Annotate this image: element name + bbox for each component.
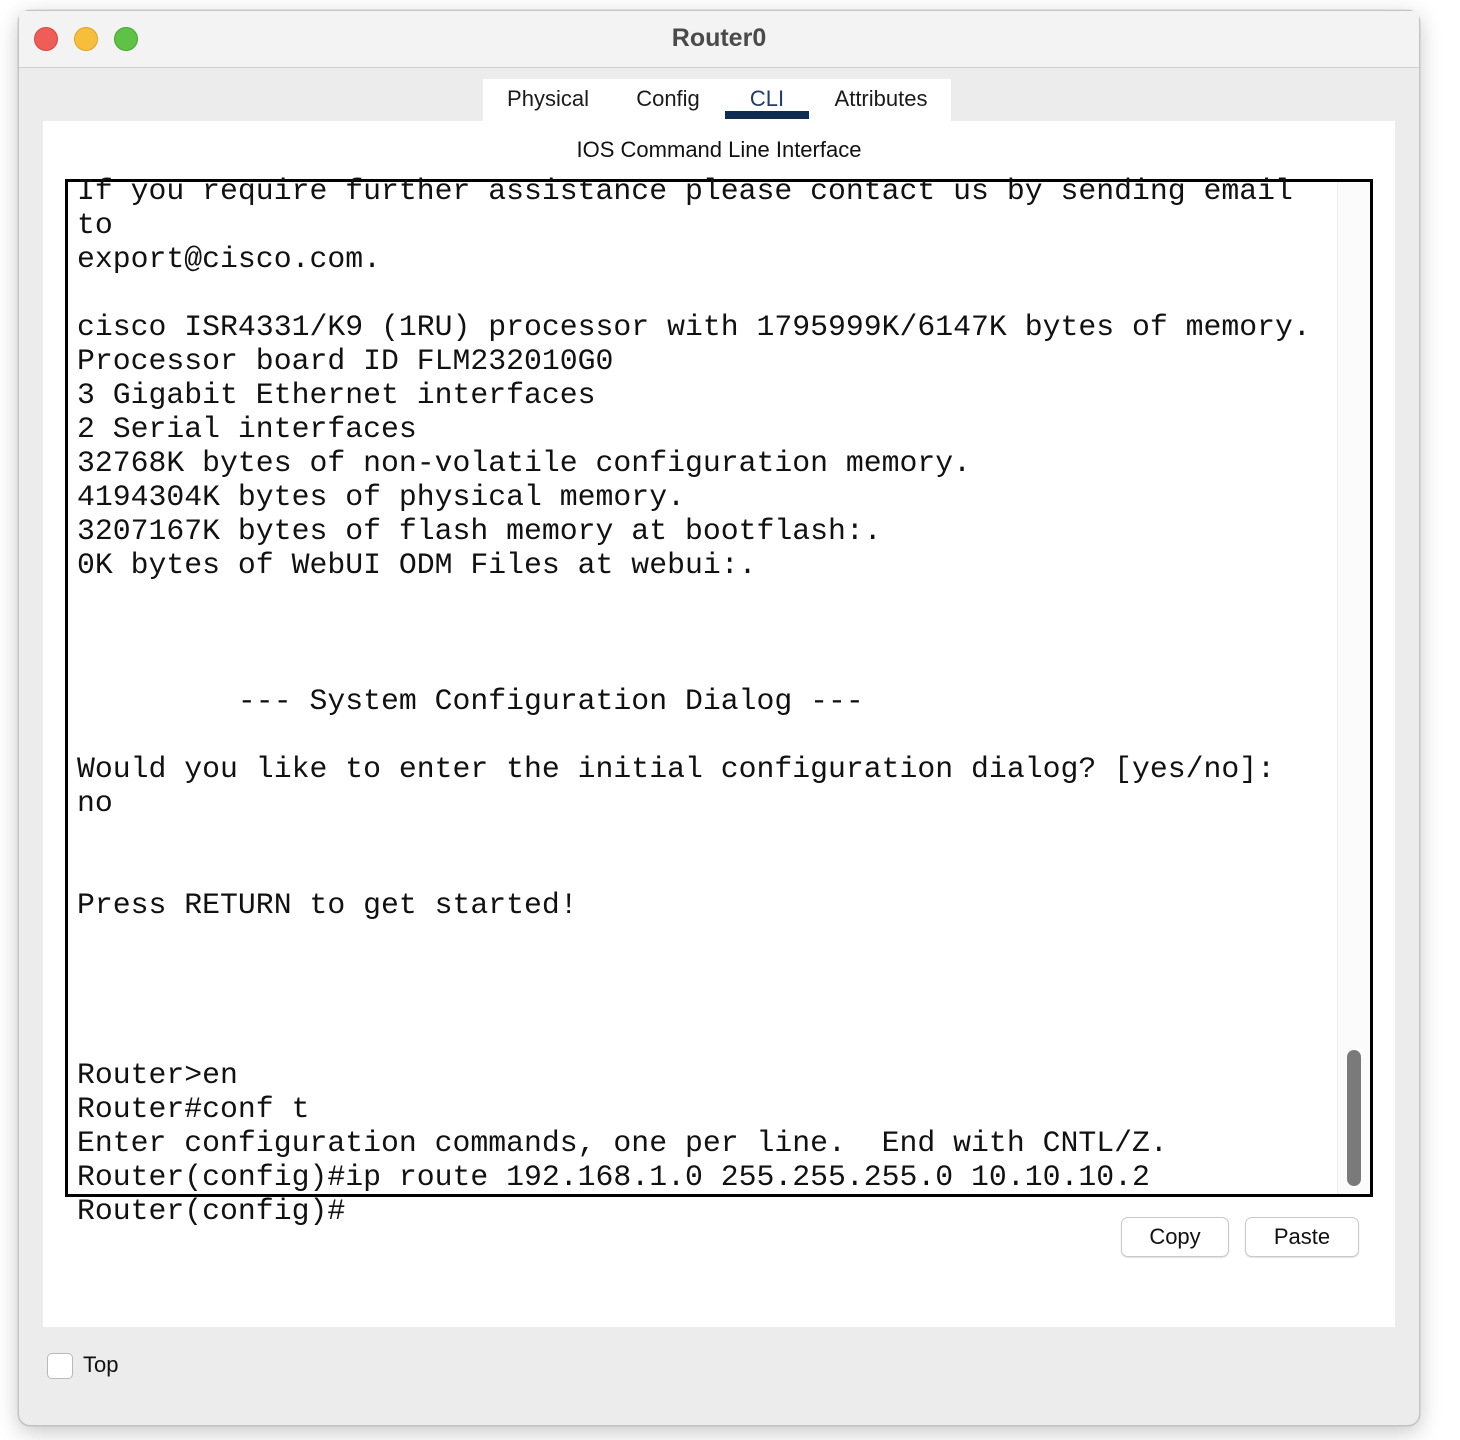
window-title: Router0 (671, 24, 767, 52)
cli-terminal[interactable] (65, 174, 1373, 1228)
terminal-line: Router#conf t (77, 1092, 310, 1126)
terminal-line: no (77, 786, 113, 820)
terminal-line: Router(config)#ip route 192.168.1.0 255.255.255.0 10.10.10.2 (77, 1160, 1150, 1194)
terminal-line: If you require further assistance please contact us by sending email (77, 174, 1293, 208)
terminal-line: Router(config)# (77, 1194, 346, 1228)
terminal-line: Would you like to enter the initial configuration dialog? [yes/no]: (77, 752, 1276, 786)
terminal-line: --- System Configuration Dialog --- (77, 684, 864, 718)
terminal-output[interactable] (77, 174, 1311, 1228)
tab-cli[interactable]: CLI (749, 86, 785, 111)
terminal-line: 4194304K bytes of physical memory. (77, 480, 685, 514)
terminal-line: 0K bytes of WebUI ODM Files at webui:. (77, 548, 757, 582)
terminal-scrollbar[interactable] (1337, 182, 1370, 1194)
router-window (18, 10, 1420, 1426)
device-tabs (483, 79, 951, 121)
terminal-line: Router>en (77, 1058, 238, 1092)
terminal-line: Enter configuration commands, one per line. End with CNTL/Z. (77, 1126, 1168, 1160)
terminal-line: to (77, 208, 113, 242)
tab-physical[interactable]: Physical (507, 86, 589, 111)
tab-config[interactable]: Config (636, 86, 700, 111)
terminal-line: 3 Gigabit Ethernet interfaces (77, 378, 596, 412)
terminal-line: Press RETURN to get started! (77, 888, 578, 922)
terminal-line: Processor board ID FLM232010G0 (77, 344, 614, 378)
terminal-line: cisco ISR4331/K9 (1RU) processor with 1795999K/6147K bytes of memory. (77, 310, 1311, 344)
cli-panel (43, 121, 1395, 1327)
active-tab-indicator (725, 111, 809, 119)
title-bar[interactable] (19, 11, 1419, 68)
terminal-line: export@cisco.com. (77, 242, 381, 276)
terminal-line: 2 Serial interfaces (77, 412, 417, 446)
tab-attributes[interactable]: Attributes (834, 86, 928, 111)
top-checkbox-label: Top (83, 1352, 119, 1377)
top-checkbox[interactable] (47, 1353, 73, 1379)
terminal-line: 3207167K bytes of flash memory at bootflash:. (77, 514, 882, 548)
copy-button[interactable]: Copy (1121, 1217, 1229, 1257)
terminal-line: 32768K bytes of non-volatile configuration memory. (77, 446, 972, 480)
panel-heading: IOS Command Line Interface (576, 137, 862, 162)
scrollbar-thumb[interactable] (1347, 1050, 1361, 1186)
paste-button[interactable]: Paste (1245, 1217, 1359, 1257)
